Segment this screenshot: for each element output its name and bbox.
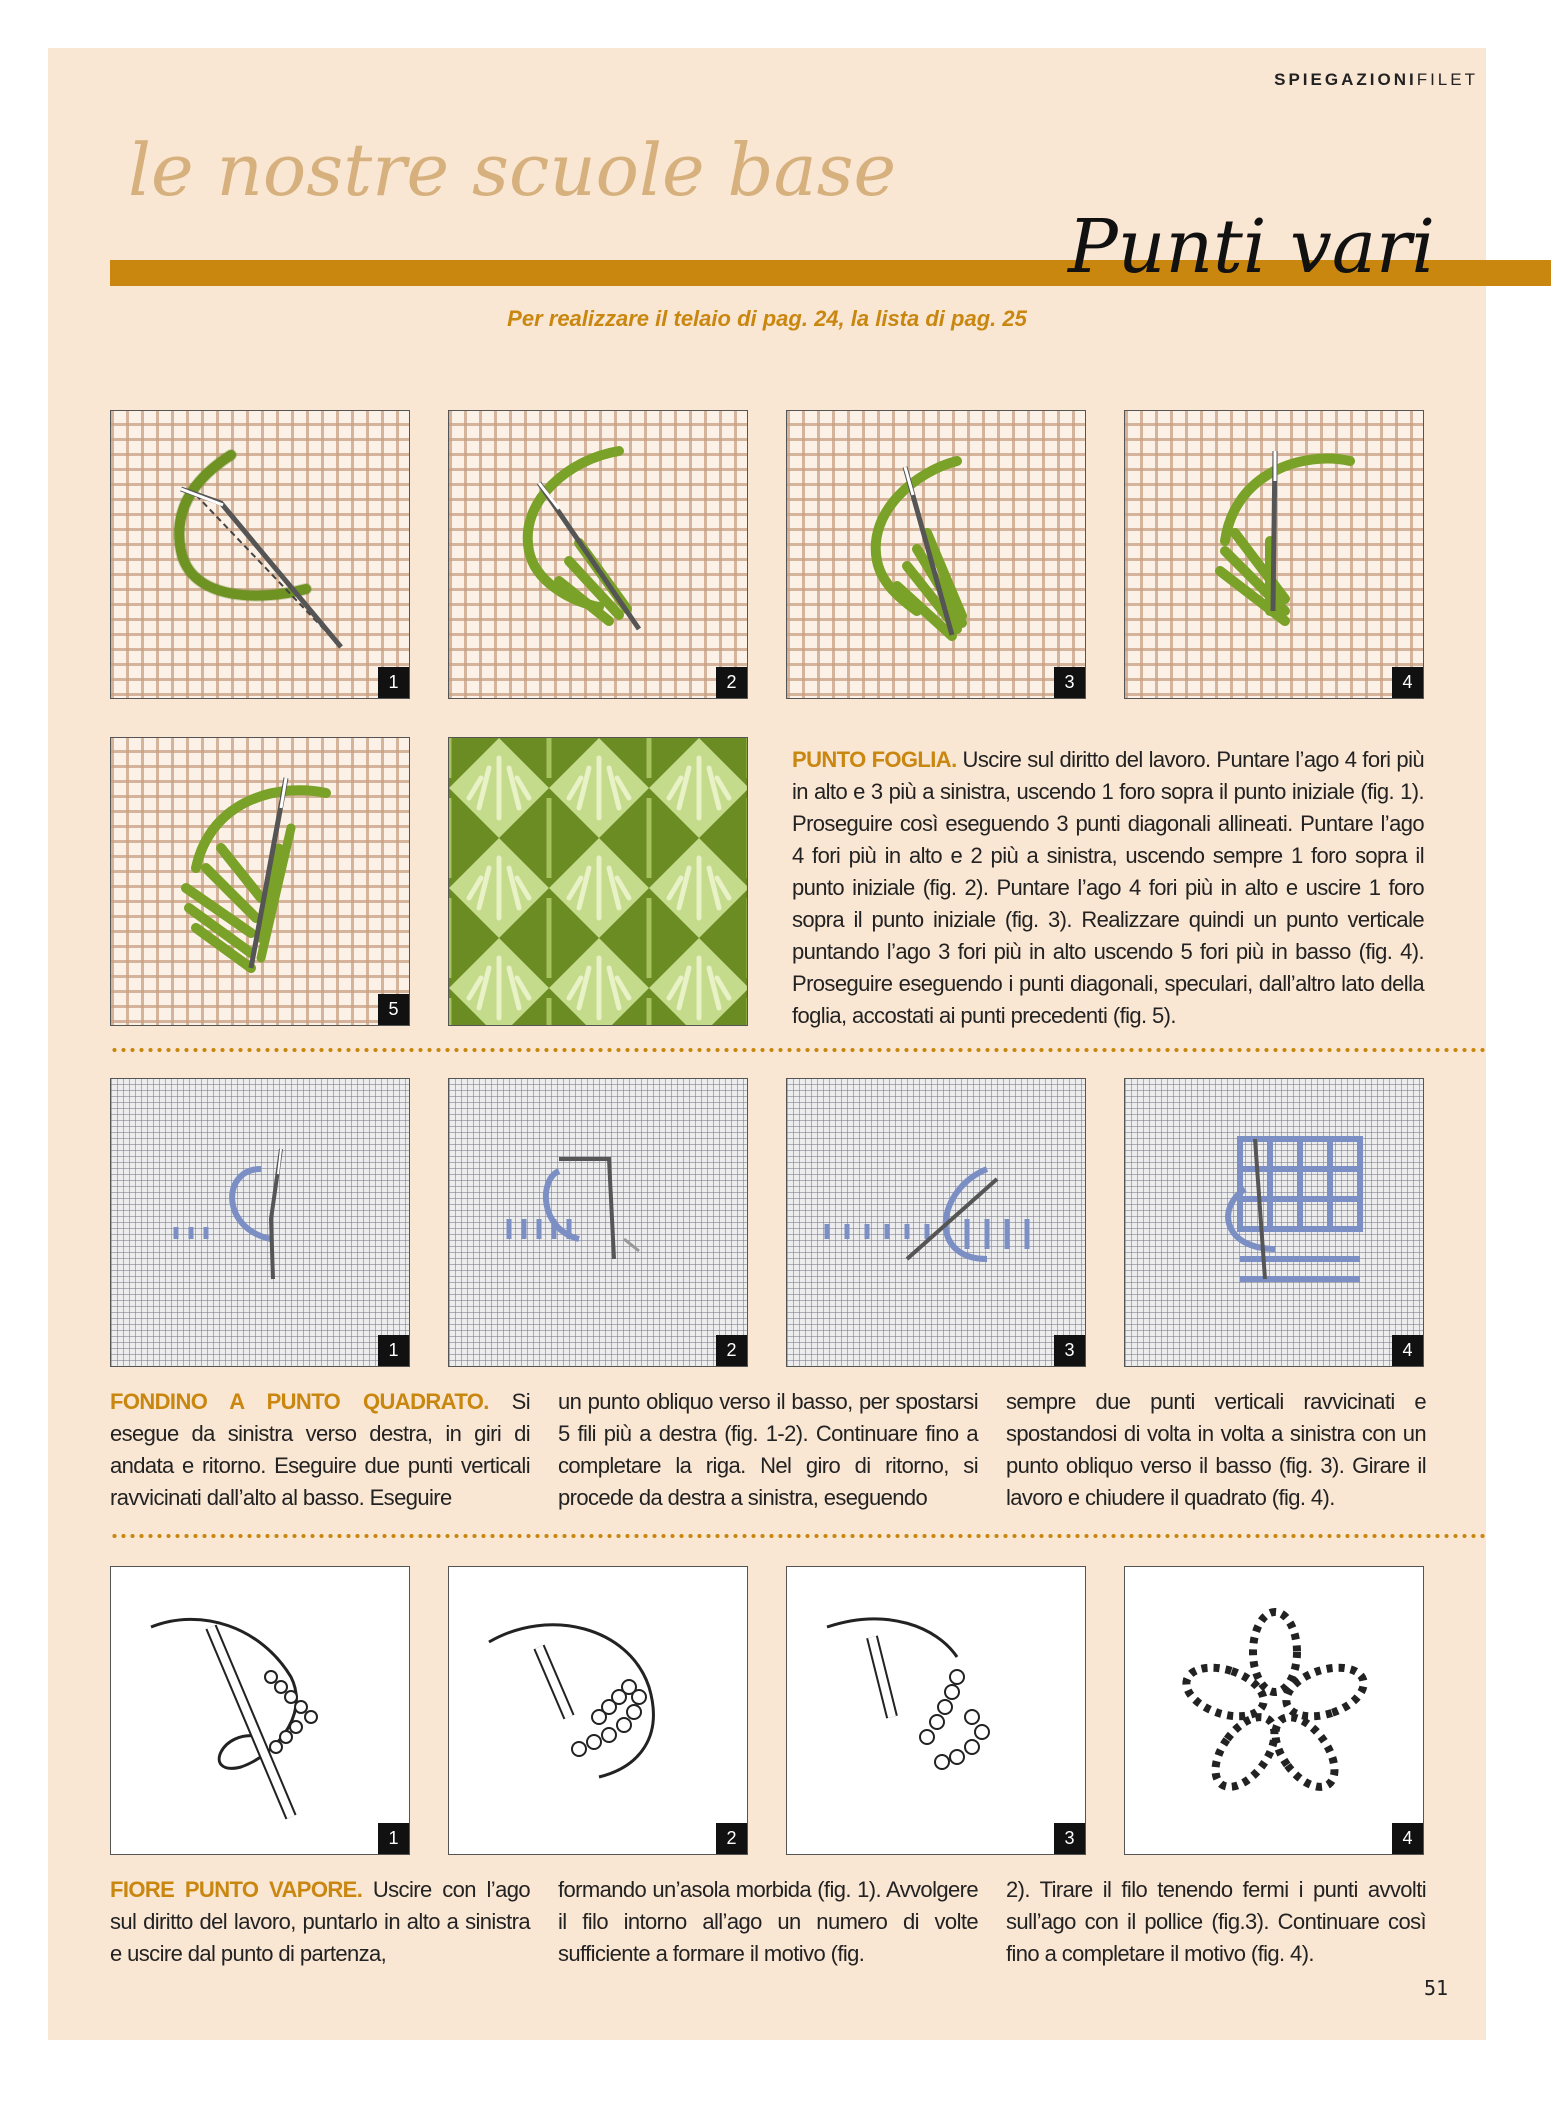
fiore-text-col3: 2). Tirare il filo tenendo fermi i punti avvolti sull’ago con il pollice (fig.3). Continuare così fino a completare il motivo (fig. 4). [1006,1877,1426,1966]
page-number: 51 [1424,1976,1449,2000]
punto-foglia-heading: PUNTO FOGLIA. [792,747,957,772]
figure-number: 1 [378,1823,409,1854]
fondino-text-col3: sempre due punti verticali ravvicinati e spostandosi di volta in volta a sinistra con un punto obliquo verso il basso (fig. 3). Girare il lavoro e chiudere il quadrato (fig. 4). [1006,1389,1426,1510]
fondino-heading: FONDINO A PUNTO QUADRATO. [110,1389,489,1414]
figure-number: 3 [1054,667,1085,698]
fondino-text-col2: un punto obliquo verso il basso, per spostarsi 5 fili più a destra (fig. 1-2). Continuare fino a completare la riga. Nel giro di ritorno, si procede da destra a sinistra, eseguendo [558,1389,978,1510]
punto-foglia-body: Uscire sul diritto del lavoro. Puntare l’ago 4 fori più in alto e 3 più a sinistra, uscendo 1 foro sopra il punto iniziale (fig. 1). Proseguire così eseguendo 3 punti diagonali allineati. Puntare l’ago 4 fori più in alto e 2 più a sinistra, uscendo sempre 1 foro sopra il punto iniziale (fig. 2). Puntare l’ago 4 fori più in alto e uscire 1 foro sopra il punto iniziale (fig. 3). Realizzare quindi un punto verticale puntando l’ago 3 fori più in alto uscendo 5 fori più in basso (fig. 4). Proseguire eseguendo i punti diagonali, speculari, dall’altro lato della foglia, accostati ai punti precedenti (fig. 5). [792,747,1424,1028]
section-label-sub: FILET [1416,70,1478,89]
figure-number: 2 [716,1823,747,1854]
figure-number: 5 [378,994,409,1025]
figure-number: 1 [378,1335,409,1366]
fondino-body-1: Si esegue da sinistra verso destra, in giri di andata e ritorno. Eseguire due punti verticali ravvicinati dall’alto al basso. Eseguire [110,1389,530,1510]
fiore-heading: FIORE PUNTO VAPORE. [110,1877,363,1902]
subtitle: Per realizzare il telaio di pag. 24, la lista di pag. 25 [507,306,1027,331]
figure-number: 4 [1392,667,1423,698]
figure-number: 1 [378,667,409,698]
school-title: le nostre scuole base [128,128,897,212]
figure-number: 4 [1392,1823,1423,1854]
figure-number: 2 [716,1335,747,1366]
figure-number: 2 [716,667,747,698]
section-label-main: SPIEGAZIONI [1274,70,1417,89]
page-title: Punti vari [1068,204,1436,290]
section-label [1128,70,1478,90]
figure-number: 3 [1054,1335,1085,1366]
figure-number: 3 [1054,1823,1085,1854]
figure-number: 4 [1392,1335,1423,1366]
magazine-page [48,48,1486,2040]
fiore-text-col2: formando un’asola morbida (fig. 1). Avvolgere il filo intorno all’ago un numero di volte sufficiente a formare il motivo (fig. [558,1877,978,1966]
fiore-body-1: Uscire con l’ago sul diritto del lavoro, puntarlo in alto a sinistra e uscire dal punto di partenza, [110,1877,530,1966]
